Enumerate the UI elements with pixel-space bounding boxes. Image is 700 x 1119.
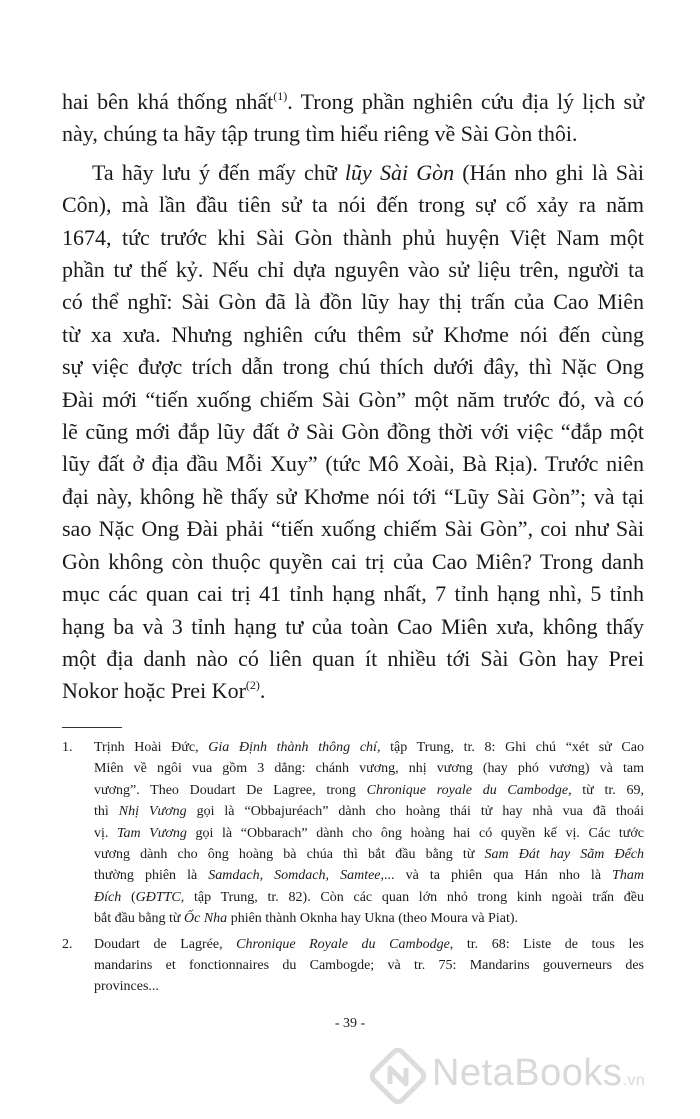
text-line: Đài mới “tiến xuống chiếm Sài Gòn” một năm trước đó, và có (62, 386, 644, 412)
footnote-line: mandarins et fonctionnaires du Cambogde; và tr. 75: Mandarins gouverneurs des (94, 958, 644, 974)
footnote-ref-1[interactable]: (1) (273, 89, 288, 103)
text-line: hạng ba và 3 tỉnh hạng tư của toàn Cao Miên xưa, không thấy (62, 613, 644, 639)
main-text (62, 86, 644, 708)
watermark-text: NetaBooks.vn (432, 1052, 646, 1094)
text-line: này, chúng ta hãy tập trung tìm hiểu riêng về Sài Gòn thôi. (62, 121, 578, 147)
text-line: đại này, không hề thấy sử Khơme nói tới “Lũy Sài Gòn”; và tại (62, 483, 644, 509)
text-line: 1674, tức trước khi Sài Gòn thành phủ huyện Việt Nam một (62, 224, 644, 250)
text-line: lẽ cũng mới đắp lũy đất ở Sài Gòn đồng thời với việc “đắp một (62, 419, 644, 445)
footnote-line: thì Nhị Vương gọi là “Obbajuréach” dành cho hoàng thái tử hay nhà vua đã thoái (94, 804, 645, 820)
footnote-number: 1. (62, 740, 73, 755)
text-line: một địa danh nào có liên quan ít nhiều tới Sài Gòn hay Prei (62, 645, 644, 671)
footnote-line: Doudart de Lagrée, Chronique Royale du Cambodge, tr. 68: Liste de tous les (94, 936, 645, 952)
watermark-logo (370, 1046, 695, 1106)
footnote-divider (62, 727, 122, 728)
text-line: từ xa xưa. Nhưng nghiên cứu thêm sử Khơme nói đến cùng (62, 321, 644, 347)
netabooks-logo-icon (370, 1048, 426, 1104)
footnote-1 (62, 737, 644, 930)
footnote-line: provinces... (94, 979, 159, 995)
text-line: sự việc được trích dẫn trong chú thích dưới đây, thì Nặc Ong (62, 354, 644, 380)
text-line: lũy đất ở địa đầu Mỗi Xuy” (tức Mô Xoài, Bà Rịa). Trước niên (62, 451, 644, 477)
text-line: Ta hãy lưu ý đến mấy chữ lũy Sài Gòn (Hán nho ghi là Sài (92, 159, 644, 185)
footnote-line: Trịnh Hoài Đức, Gia Định thành thông chí, tập Trung, tr. 8: Ghi chú “xét sử Cao (94, 740, 644, 755)
paragraph-2 (62, 157, 644, 708)
footnote-2 (62, 934, 644, 998)
text-line: phần tư thế kỷ. Nếu chỉ dựa nguyên vào sử liệu trên, người ta (62, 257, 644, 283)
page-number: - 39 - (334, 1016, 366, 1031)
footnote-line: vương”. Theo Doudart De Lagree, trong Chronique royale du Cambodge, từ tr. 69, (94, 782, 644, 798)
footnote-line: bắt đầu bằng từ Ốc Nha phiên thành Oknha hay Ukna (theo Moura và Piat). (94, 911, 519, 927)
text-line: Nokor hoặc Prei Kor$^{(2)}$. (62, 678, 266, 704)
text-line: sao Nặc Ong Đài phải “tiến xuống chiếm Sài Gòn”, coi như Sài (62, 516, 644, 542)
footnote-number: 2. (62, 936, 73, 952)
text-line: mục các quan cai trị 41 tỉnh hạng nhất, 7 tỉnh hạng nhì, 5 tỉnh (62, 581, 644, 607)
footnote-line: Miên về ngôi vua gồm 3 dẳng: chánh vương, nhị vương (hay phó vương) và tam (94, 761, 644, 777)
paragraph-1 (62, 86, 644, 151)
text-line: Gòn không còn thuộc quyền cai trị của Cao Miên? Trong danh (62, 548, 644, 574)
footnote-line: Đích (GĐTTC, tập Trung, tr. 82). Còn các quan lớn nhỏ trong kinh ngoài trấn đều (94, 889, 644, 905)
text-line: Côn), mà lần đầu tiên sử ta nói đến trong sự cố xảy ra năm (62, 192, 644, 218)
text-line: có thể nghĩ: Sài Gòn đã là đồn lũy hay thị trấn của Cao Miên (62, 289, 644, 315)
footnote-ref-2[interactable]: (2) (245, 678, 260, 693)
text-line: hai bên khá thống nhất$^{(1)}$. Trong phần nghiên cứu địa lý lịch sử (62, 89, 644, 114)
footnotes (62, 737, 644, 1002)
footnote-line: vương dành cho ông hoàng bà chúa thì bắt đầu bằng từ Sam Đát hay Sãm Đếch (94, 847, 644, 863)
footnote-line: vị. Tam Vương gọi là “Obbarach” dành cho ông hoàng hai có quyền kế vị. Các tước (94, 825, 644, 841)
footnote-line: thường phiên là Samdach, Somdach, Samtee,... và ta phiên qua Hán nho là Tham (94, 868, 645, 884)
